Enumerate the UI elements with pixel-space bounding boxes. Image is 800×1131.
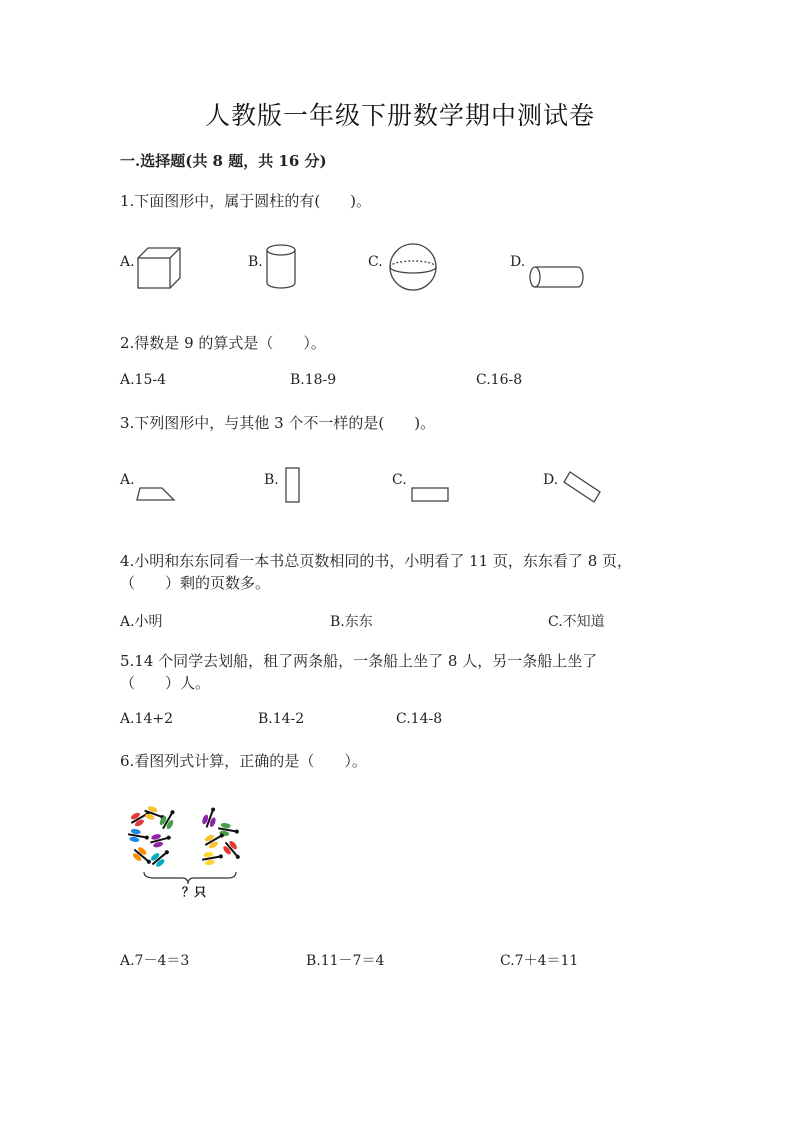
q1-option-b[interactable]: B. (248, 254, 263, 270)
q4-option-a[interactable]: A.小明 (120, 614, 163, 630)
question-3-text: 3.下列图形中，与其他 3 个不一样的是( )。 (120, 414, 436, 432)
q5-option-c[interactable]: C.14-8 (396, 711, 443, 727)
question-4-text-line2: （ ）剩的页数多。 (120, 574, 271, 592)
cylinder-lying-figure (528, 264, 586, 290)
cylinder-upright-figure (266, 244, 298, 290)
dragonfly-group-left (127, 804, 179, 869)
q1-option-d[interactable]: D. (510, 254, 526, 270)
tilted-rectangle-figure (560, 470, 604, 506)
q2-option-a[interactable]: A.15-4 (120, 372, 167, 388)
section-heading: 一.选择题(共 8 题，共 16 分) (120, 152, 327, 170)
dragonfly-picture (124, 806, 250, 898)
q6-option-c[interactable]: C.7＋4＝11 (500, 953, 579, 969)
q6-option-a[interactable]: A.7－4＝3 (120, 953, 190, 969)
q3-option-d[interactable]: D. (543, 472, 559, 488)
question-2-text: 2.得数是 9 的算式是（ ）。 (120, 334, 326, 352)
question-6-text: 6.看图列式计算，正确的是（ ）。 (120, 752, 367, 770)
parallelogram-figure (136, 486, 178, 504)
question-5-text-line1: 5.14 个同学去划船，租了两条船，一条船上坐了 8 人，另一条船上坐了 (120, 652, 598, 670)
question-1-text: 1.下面图形中，属于圆柱的有( )。 (120, 192, 372, 210)
q2-option-b[interactable]: B.18-9 (290, 372, 337, 388)
q3-option-a[interactable]: A. (120, 472, 135, 488)
q5-option-b[interactable]: B.14-2 (258, 711, 305, 727)
q3-option-b[interactable]: B. (264, 472, 279, 488)
dragonfly-group-right (200, 805, 244, 866)
question-5-text-line2: （ ）人。 (120, 674, 211, 692)
q4-option-b[interactable]: B.东东 (330, 614, 373, 630)
q1-option-c[interactable]: C. (368, 254, 383, 270)
sphere-figure (388, 242, 438, 292)
cube-figure (136, 246, 184, 290)
q6-option-b[interactable]: B.11－7＝4 (306, 953, 385, 969)
q1-option-a[interactable]: A. (120, 254, 135, 270)
tall-rectangle-figure (284, 466, 302, 504)
q2-option-c[interactable]: C.16-8 (476, 372, 523, 388)
q4-option-c[interactable]: C.不知道 (548, 614, 605, 630)
q3-option-c[interactable]: C. (392, 472, 407, 488)
page-title: 人教版一年级下册数学期中测试卷 (204, 101, 595, 130)
wide-rectangle-figure (410, 486, 452, 504)
question-4-text-line1: 4.小明和东东同看一本书总页数相同的书，小明看了 11 页，东东看了 8 页， (120, 552, 633, 570)
q5-option-a[interactable]: A.14+2 (120, 711, 174, 727)
dragonfly-caption: ？只 (182, 885, 207, 899)
